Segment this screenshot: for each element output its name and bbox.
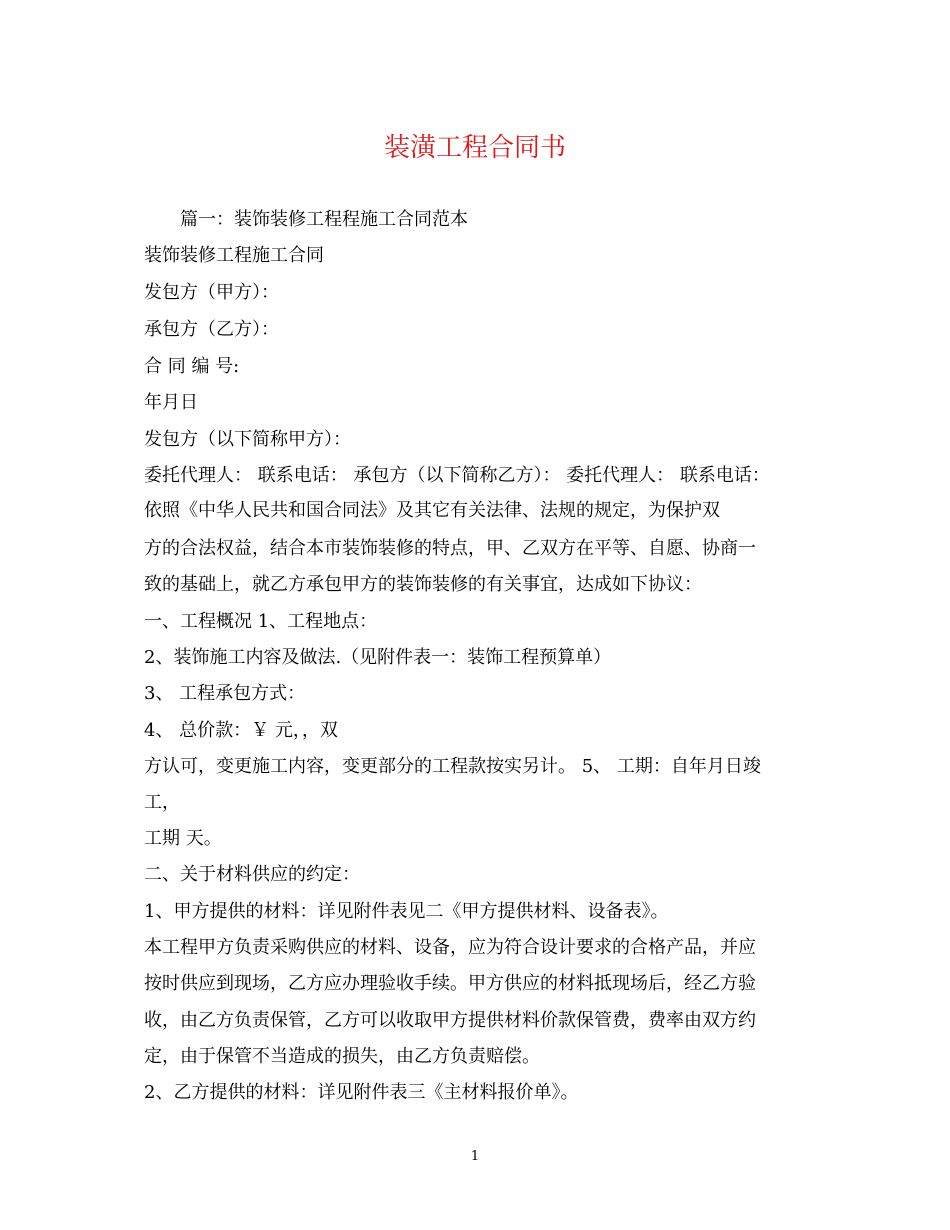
text-line: 篇一：装饰装修工程程施工合同范本 xyxy=(180,209,468,230)
text-line: 本工程甲方负责采购供应的材料、设备，应为符合设计要求的合格产品，并应 xyxy=(144,937,756,958)
text-line: 2、装饰施工内容及做法.（见附件表一：装饰工程预算单） xyxy=(144,647,612,668)
text-line: 工期 天。 xyxy=(144,828,222,849)
text-line: 收，由乙方负责保管，乙方可以收取甲方提供材料价款保管费，费率由双方约 xyxy=(144,1010,756,1031)
text-line: 方的合法权益，结合本市装饰装修的特点，甲、乙双方在平等、自愿、协商一 xyxy=(144,538,756,559)
text-line: 3、 工程承包方式： xyxy=(144,683,306,704)
text-line: 二、关于材料供应的约定： xyxy=(144,864,360,885)
text-line: 年月日 xyxy=(144,392,198,413)
text-line: 2、乙方提供的材料：详见附件表三《主材料报价单》。 xyxy=(144,1082,579,1103)
text-line: 发包方（甲方）： xyxy=(144,282,279,303)
text-line: 依照《中华人民共和国合同法》及其它有关法律、法规的规定，为保护双 xyxy=(144,500,720,521)
text-line: 定，由于保管不当造成的损失，由乙方负责赔偿。 xyxy=(144,1046,540,1067)
text-line: 按时供应到现场，乙方应办理验收手续。甲方供应的材料抵现场后，经乙方验 xyxy=(144,973,756,994)
text-line: 1、甲方提供的材料：详见附件表见二《甲方提供材料、设备表》。 xyxy=(144,901,669,922)
page-number: 1 xyxy=(470,1149,480,1164)
text-line: 承包方（乙方）： xyxy=(144,319,279,340)
text-line: 一、工程概况 1、工程地点： xyxy=(144,611,378,632)
text-line: 装饰装修工程施工合同 xyxy=(144,245,324,266)
text-line: 合 同 编 号: xyxy=(144,356,240,377)
text-line: 工， xyxy=(144,792,180,813)
text-line: 委托代理人： 联系电话： 承包方（以下简称乙方）： 委托代理人： 联系电话： xyxy=(144,465,770,486)
text-line: 4、 总价款：￥ 元，，双 xyxy=(144,720,338,741)
document-title: 装潢工程合同书 xyxy=(383,133,566,163)
text-line: 方认可，变更施工内容，变更部分的工程款按实另计。 5、 工期：自年月日竣 xyxy=(144,756,761,777)
text-line: 致的基础上，就乙方承包甲方的装饰装修的有关事宜，达成如下协议： xyxy=(144,574,702,595)
text-line: 发包方（以下简称甲方）： xyxy=(144,429,351,450)
